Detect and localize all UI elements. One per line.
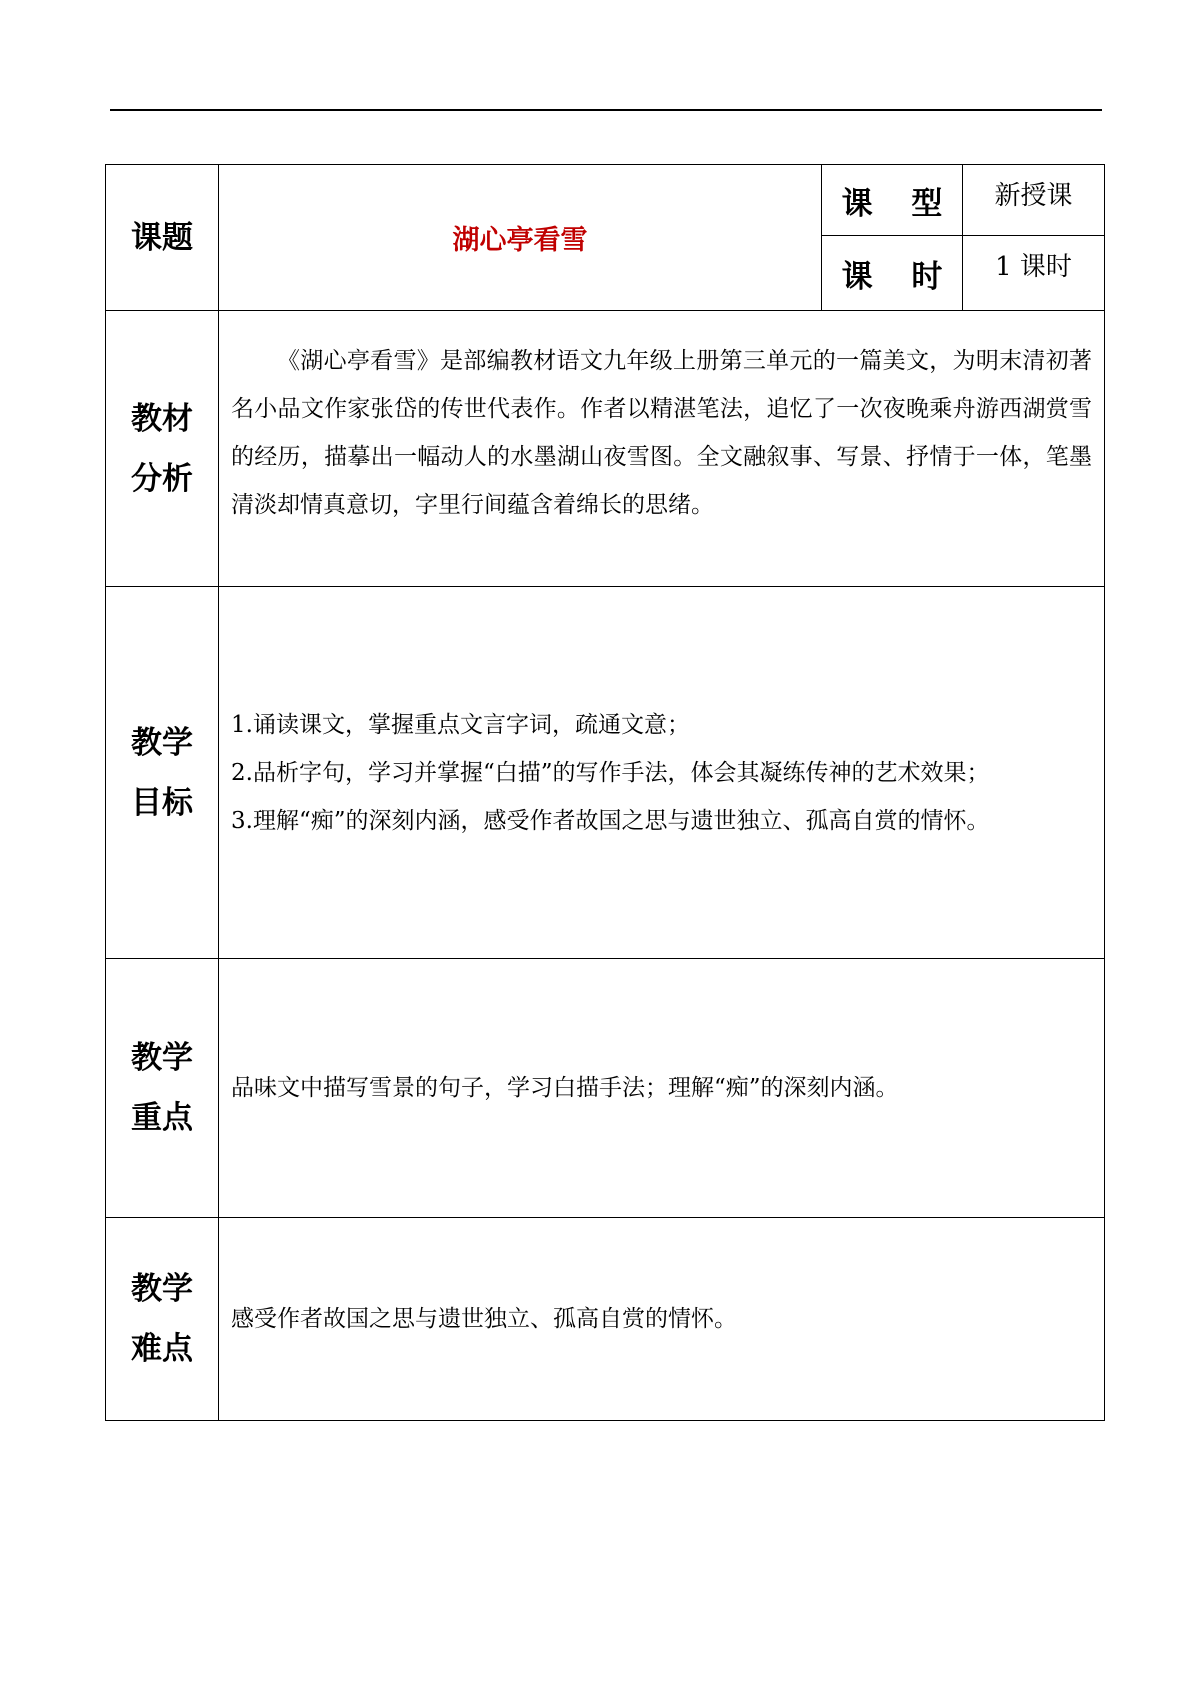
- lesson-plan-table: [105, 164, 1105, 1421]
- difficulties-row: [106, 1218, 1105, 1421]
- lesson-title-cell: [219, 165, 822, 311]
- analysis-label-cell: [106, 311, 219, 587]
- objectives-label-line1: 教学: [131, 724, 193, 761]
- key-points-row: [106, 959, 1105, 1218]
- objectives-label-line2: 目标: [131, 784, 193, 821]
- header-rule: [110, 109, 1102, 111]
- objectives-content-cell: [219, 587, 1105, 959]
- analysis-content-cell: [219, 311, 1105, 587]
- hours-value: 1 课时: [995, 252, 1072, 282]
- header-row-1: [106, 165, 1105, 236]
- analysis-row: [106, 311, 1105, 587]
- key-points-content-cell: [219, 959, 1105, 1218]
- type-label-cell: [822, 165, 963, 236]
- type-label: 课 型: [841, 185, 957, 222]
- key-points-label-line2: 重点: [131, 1100, 193, 1136]
- difficulties-text: 感受作者故国之思与遗世独立、孤高自赏的情怀。: [231, 1306, 737, 1332]
- analysis-text: 《湖心亭看雪》是部编教材语文九年级上册第三单元的一篇美文，为明末清初著名小品文作家张岱的传世代表作。作者以精湛笔法，追忆了一次夜晚乘舟游西湖赏雪的经历，描摹出一幅动人的水墨湖山夜雪图。全文融叙事、写景、抒情于一体，笔墨清淡却情真意切，字里行间蕴含着绵长的思绪。: [231, 348, 1092, 518]
- topic-label: 课题: [131, 219, 193, 256]
- objectives-row: [106, 587, 1105, 959]
- difficulties-content-cell: [219, 1218, 1105, 1421]
- objectives-label-cell: [106, 587, 219, 959]
- objective-item-3: 3.理解“痴”的深刻内涵，感受作者故国之思与遗世独立、孤高自赏的情怀。: [231, 807, 990, 834]
- objective-item-1: 1.诵读课文，掌握重点文言字词，疏通文意；: [231, 711, 690, 738]
- hours-value-cell: [963, 236, 1105, 311]
- key-points-text: 品味文中描写雪景的句子，学习白描手法；理解“痴”的深刻内涵。: [231, 1075, 899, 1101]
- objective-item-2: 2.品析字句，学习并掌握“白描”的写作手法，体会其凝练传神的艺术效果；: [231, 759, 990, 786]
- type-value-cell: [963, 165, 1105, 236]
- difficulties-label-line1: 教学: [131, 1271, 193, 1307]
- analysis-label-line2: 分析: [131, 460, 193, 497]
- analysis-label-line1: 教材: [131, 400, 193, 437]
- lesson-title: 湖心亭看雪: [452, 225, 588, 256]
- topic-label-cell: [106, 165, 219, 311]
- difficulties-label-line2: 难点: [131, 1331, 193, 1367]
- difficulties-label-cell: [106, 1218, 219, 1421]
- type-value: 新授课: [994, 181, 1073, 211]
- hours-label-cell: [822, 236, 963, 311]
- key-points-label-cell: [106, 959, 219, 1218]
- hours-label: 课 时: [841, 258, 957, 295]
- key-points-label-line1: 教学: [131, 1040, 193, 1076]
